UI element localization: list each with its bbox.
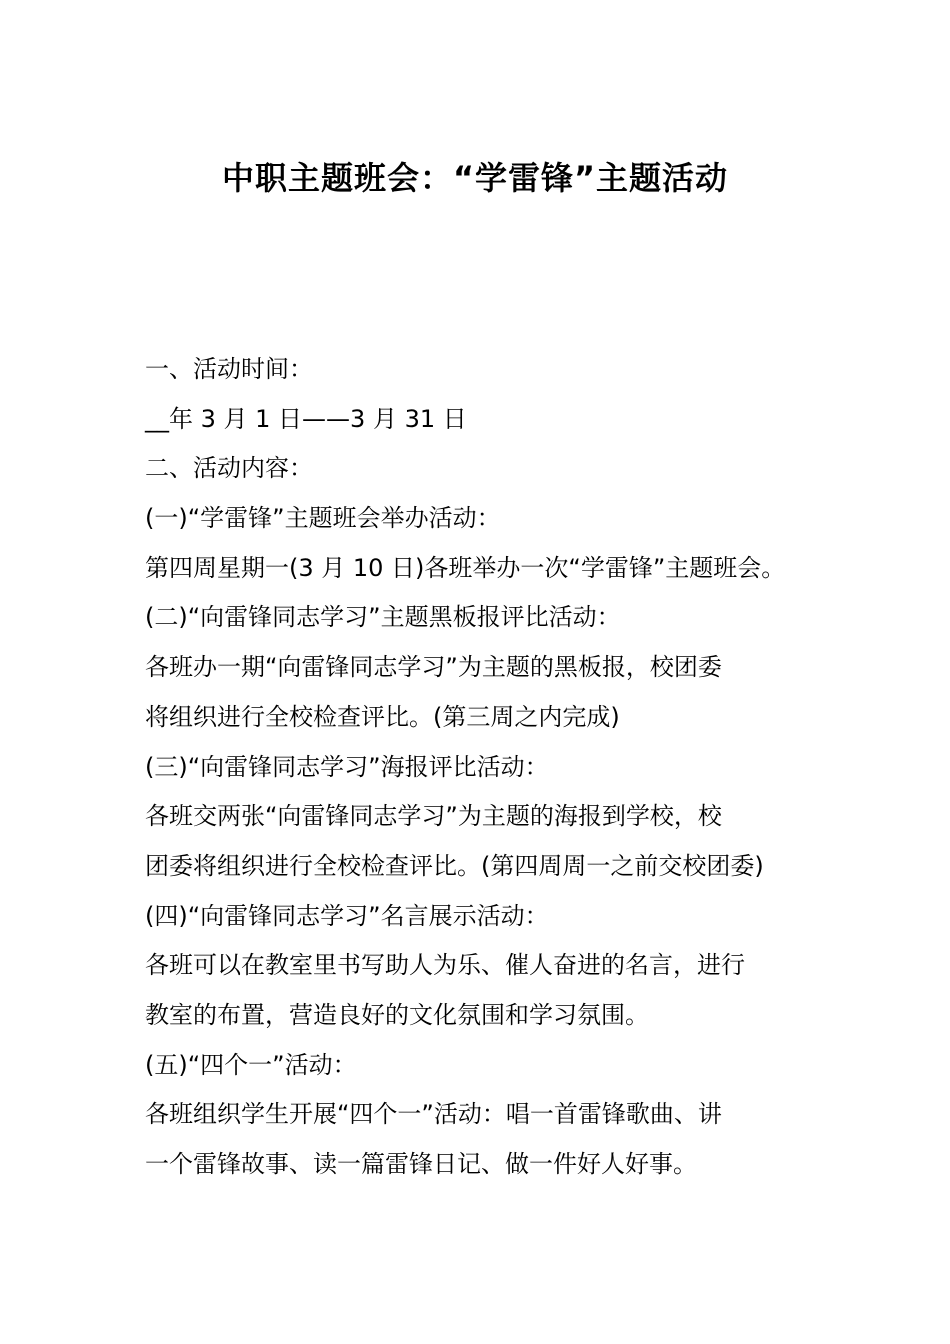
item-1-text: 第四周星期一(3 月 10 日)各班举办一次“学雷锋”主题班会。: [145, 553, 786, 582]
section-heading-activity-time: 一、活动时间：: [145, 355, 313, 383]
activity-date-range: __年 3 月 1 日——3 月 31 日: [145, 404, 467, 433]
item-3-text-line-1: 各班交两张“向雷锋同志学习”为主题的海报到学校，校: [145, 802, 722, 831]
item-3-heading: (三)“向雷锋同志学习”海报评比活动：: [145, 752, 549, 781]
section-heading-activity-content: 二、活动内容：: [145, 454, 313, 483]
document-title: 中职主题班会：“学雷锋”主题活动: [221, 159, 729, 197]
item-5-text-line-1: 各班组织学生开展“四个一”活动：唱一首雷锋歌曲、讲: [145, 1100, 722, 1129]
item-1-heading: (一)“学雷锋”主题班会举办活动：: [145, 504, 501, 533]
item-4-text-line-2: 教室的布置，营造良好的文化氛围和学习氛围。: [145, 1000, 649, 1029]
item-5-text-line-2: 一个雷锋故事、读一篇雷锋日记、做一件好人好事。: [145, 1150, 697, 1178]
document-body: [145, 345, 825, 1190]
item-2-heading: (二)“向雷锋同志学习”主题黑板报评比活动：: [145, 603, 621, 632]
item-5-heading: (五)“四个一”活动：: [145, 1050, 357, 1079]
item-2-text-line-1: 各班办一期“向雷锋同志学习”为主题的黑板报，校团委: [145, 653, 722, 682]
item-4-text-line-1: 各班可以在教室里书写助人为乐、催人奋进的名言，进行: [145, 951, 745, 980]
item-3-text-line-2: 团委将组织进行全校检查评比。(第四周周一之前交校团委): [145, 851, 764, 880]
item-4-heading: (四)“向雷锋同志学习”名言展示活动：: [145, 901, 549, 930]
item-2-text-line-2: 将组织进行全校检查评比。(第三周之内完成): [145, 702, 620, 731]
